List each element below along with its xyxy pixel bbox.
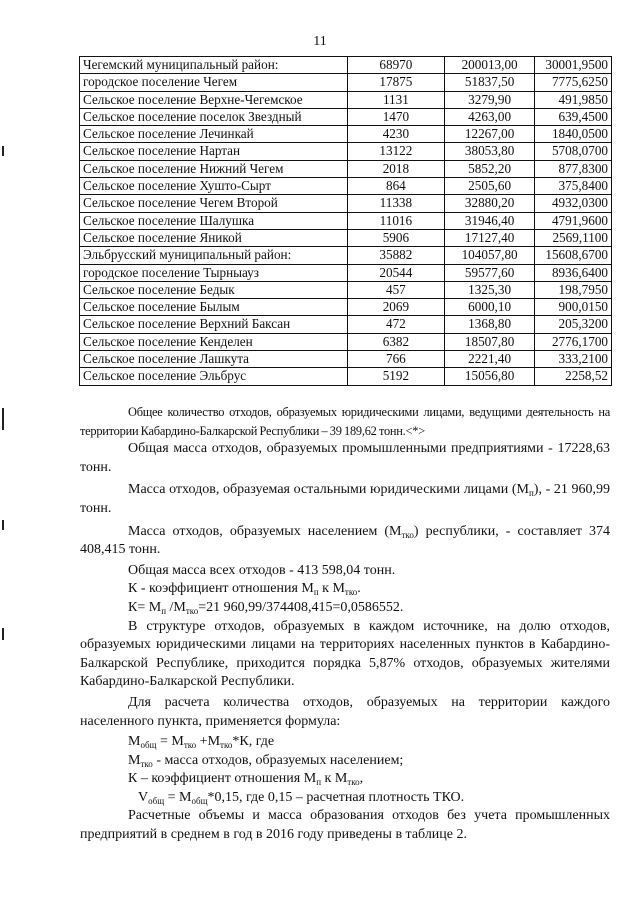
paragraph-coefficient-calc: $К= М_п$ $/М_{тко}=21$ 960,99/374408,415=0,0586552. xyxy=(128,599,404,616)
population-cell: 2018 xyxy=(347,160,444,177)
table-row xyxy=(80,212,612,229)
waste-volume-cell: 198,7950 xyxy=(535,281,612,298)
waste-volume-cell: 5708,0700 xyxy=(535,143,612,160)
table-row xyxy=(80,195,612,212)
paragraph-coefficient-def: К - коэффициент отношения $М_п$ к $М_{тко}$. xyxy=(128,581,361,598)
table-row xyxy=(80,108,612,125)
waste-volume-cell: 4791,9600 xyxy=(535,212,612,229)
waste-volume-cell: 333,2100 xyxy=(535,351,612,368)
waste-volume-cell: 1840,0500 xyxy=(535,126,612,143)
waste-mass-cell: 51837,50 xyxy=(445,74,535,91)
population-cell: 6382 xyxy=(347,333,444,350)
paragraph-industrial-mass: Общая масса отходов, образуемых промышленными предприятиями - 17228,63 тонн. xyxy=(80,441,610,475)
waste-mass-cell: 18507,80 xyxy=(445,333,535,350)
table-row xyxy=(80,299,612,316)
settlement-name-cell: Эльбрусский муниципальный район: xyxy=(80,247,348,264)
settlement-name-cell: Сельское поселение Верхний Баксан xyxy=(80,316,348,333)
settlement-name-cell: Сельское поселение Чегем Второй xyxy=(80,195,348,212)
waste-volume-cell: 8936,6400 xyxy=(535,264,612,281)
table-body xyxy=(80,57,612,386)
scan-mark xyxy=(2,520,4,530)
waste-volume-cell: 900,0150 xyxy=(535,299,612,316)
population-cell: 5906 xyxy=(347,229,444,246)
waste-mass-cell: 17127,40 xyxy=(445,229,535,246)
settlement-name-cell: Сельское поселение поселок Звездный xyxy=(80,108,348,125)
table-row xyxy=(80,229,612,246)
waste-mass-cell: 1325,30 xyxy=(445,281,535,298)
paragraph-total-legal-entities: Общее количество отходов, образуемых юридическими лицами, ведущими деятельность на территории Кабардино-Балкарской Республики – 39 189,62 тонн.<*> xyxy=(80,405,610,438)
waste-mass-cell: 1368,80 xyxy=(445,316,535,333)
waste-volume-cell: 2258,52 xyxy=(535,368,612,385)
population-cell: 68970 xyxy=(347,57,444,74)
table-row xyxy=(80,333,612,350)
waste-volume-cell: 375,8400 xyxy=(535,178,612,195)
waste-volume-cell: 7775,6250 xyxy=(535,74,612,91)
table-row xyxy=(80,178,612,195)
population-cell: 766 xyxy=(347,351,444,368)
waste-volume-cell: 491,9850 xyxy=(535,91,612,108)
settlement-name-cell: Сельское поселение Лашкута xyxy=(80,351,348,368)
table-row xyxy=(80,316,612,333)
table-row xyxy=(80,351,612,368)
table-row xyxy=(80,91,612,108)
table-row xyxy=(80,160,612,177)
population-cell: 11338 xyxy=(347,195,444,212)
waste-mass-cell: 3279,90 xyxy=(445,91,535,108)
paragraph-table-reference: Расчетные объемы и масса образования отходов без учета промышленных предприятий в среднем в год в 2016 году приведены в таблице 2. xyxy=(80,808,610,843)
waste-mass-cell: 38053,80 xyxy=(445,143,535,160)
waste-mass-cell: 12267,00 xyxy=(445,126,535,143)
population-cell: 35882 xyxy=(347,247,444,264)
settlement-name-cell: Сельское поселение Былым xyxy=(80,299,348,316)
settlement-name-cell: Сельское поселение Шалушка xyxy=(80,212,348,229)
waste-volume-cell: 4932,0300 xyxy=(535,195,612,212)
waste-mass-cell: 6000,10 xyxy=(445,299,535,316)
settlement-name-cell: городское поселение Тырныауз xyxy=(80,264,348,281)
scan-mark xyxy=(2,628,4,640)
waste-mass-cell: 5852,20 xyxy=(445,160,535,177)
settlement-name-cell: Сельское поселение Нижний Чегем xyxy=(80,160,348,177)
table-row xyxy=(80,74,612,91)
waste-volume-cell: 2569,1100 xyxy=(535,229,612,246)
scan-mark xyxy=(2,408,4,430)
settlement-name-cell: городское поселение Чегем xyxy=(80,74,348,91)
settlement-name-cell: Сельское поселение Яникой xyxy=(80,229,348,246)
formula-k-def: К – коэффициент отношения $М_п$ к $М_{тко}$, xyxy=(128,771,364,788)
settlement-name-cell: Сельское поселение Верхне-Чегемское xyxy=(80,91,348,108)
waste-mass-cell: 200013,00 xyxy=(445,57,535,74)
population-cell: 13122 xyxy=(347,143,444,160)
scan-mark xyxy=(2,146,4,156)
paragraph-population-mass: Масса отходов, образуемых населением $(М_{тко})$ республики, - составляет 374 408,415 тонн. xyxy=(80,523,610,558)
settlement-name-cell: Сельское поселение Кенделен xyxy=(80,333,348,350)
body-text xyxy=(80,403,610,845)
population-cell: 5192 xyxy=(347,368,444,385)
settlement-name-cell: Сельское поселение Бедык xyxy=(80,281,348,298)
settlement-name-cell: Сельское поселение Лечинкай xyxy=(80,126,348,143)
table-row xyxy=(80,57,612,74)
formula-volume: $V_{общ} = М_{общ}*0,15$, где 0,15 – расчетная плотность ТКО. xyxy=(138,789,465,806)
table-row xyxy=(80,264,612,281)
table-row xyxy=(80,143,612,160)
waste-volume-cell: 2776,1700 xyxy=(535,333,612,350)
waste-mass-cell: 2221,40 xyxy=(445,351,535,368)
waste-volume-cell: 639,4500 xyxy=(535,108,612,125)
population-cell: 17875 xyxy=(347,74,444,91)
waste-mass-cell: 4263,00 xyxy=(445,108,535,125)
population-cell: 457 xyxy=(347,281,444,298)
paragraph-other-legal-mass: Масса отходов, образуемая остальными юридическими лицами $(М_п)$, - 21 960,99 тонн. xyxy=(80,482,610,516)
population-cell: 472 xyxy=(347,316,444,333)
paragraph-structure: В структуре отходов, образуемых в каждом источнике, на долю отходов, образуемых юридическими лицами на территориях населенных пунктов в Кабардино-Балкарской Республике, приходится порядка 5,87% отходов, образуемых жителями Кабардино-Балкарской Республики. xyxy=(80,618,610,690)
population-cell: 864 xyxy=(347,178,444,195)
waste-table xyxy=(79,56,612,386)
waste-mass-cell: 59577,60 xyxy=(445,264,535,281)
table-row xyxy=(80,281,612,298)
table-row xyxy=(80,247,612,264)
population-cell: 20544 xyxy=(347,264,444,281)
waste-mass-cell: 104057,80 xyxy=(445,247,535,264)
paragraph-total-mass: Общая масса всех отходов - 413 598,04 тонн. xyxy=(128,562,396,578)
table-row xyxy=(80,126,612,143)
page-number: 11 xyxy=(313,34,327,49)
table-row xyxy=(80,368,612,385)
settlement-name-cell: Сельское поселение Нартан xyxy=(80,143,348,160)
settlement-name-cell: Сельское поселение Хушто-Сырт xyxy=(80,178,348,195)
waste-volume-cell: 877,8300 xyxy=(535,160,612,177)
settlement-name-cell: Сельское поселение Эльбрус xyxy=(80,368,348,385)
waste-mass-cell: 32880,20 xyxy=(445,195,535,212)
waste-mass-cell: 31946,40 xyxy=(445,212,535,229)
population-cell: 2069 xyxy=(347,299,444,316)
formula-m-total: $М_{общ} = М_{тко} +М_{тко}*К$, где xyxy=(128,734,275,751)
population-cell: 4230 xyxy=(347,126,444,143)
population-cell: 1131 xyxy=(347,91,444,108)
paragraph-formula-intro: Для расчета количества отходов, образуемых на территории каждого населенного пункта, применяется формула: xyxy=(80,694,610,729)
waste-mass-cell: 2505,60 xyxy=(445,178,535,195)
population-cell: 11016 xyxy=(347,212,444,229)
waste-volume-cell: 205,3200 xyxy=(535,316,612,333)
waste-volume-cell: 30001,9500 xyxy=(535,57,612,74)
formula-m-tko-def: $М_{тко}$ - масса отходов, образуемых населением; xyxy=(128,752,404,769)
waste-volume-cell: 15608,6700 xyxy=(535,247,612,264)
population-cell: 1470 xyxy=(347,108,444,125)
waste-mass-cell: 15056,80 xyxy=(445,368,535,385)
settlement-name-cell: Чегемский муниципальный район: xyxy=(80,57,348,74)
